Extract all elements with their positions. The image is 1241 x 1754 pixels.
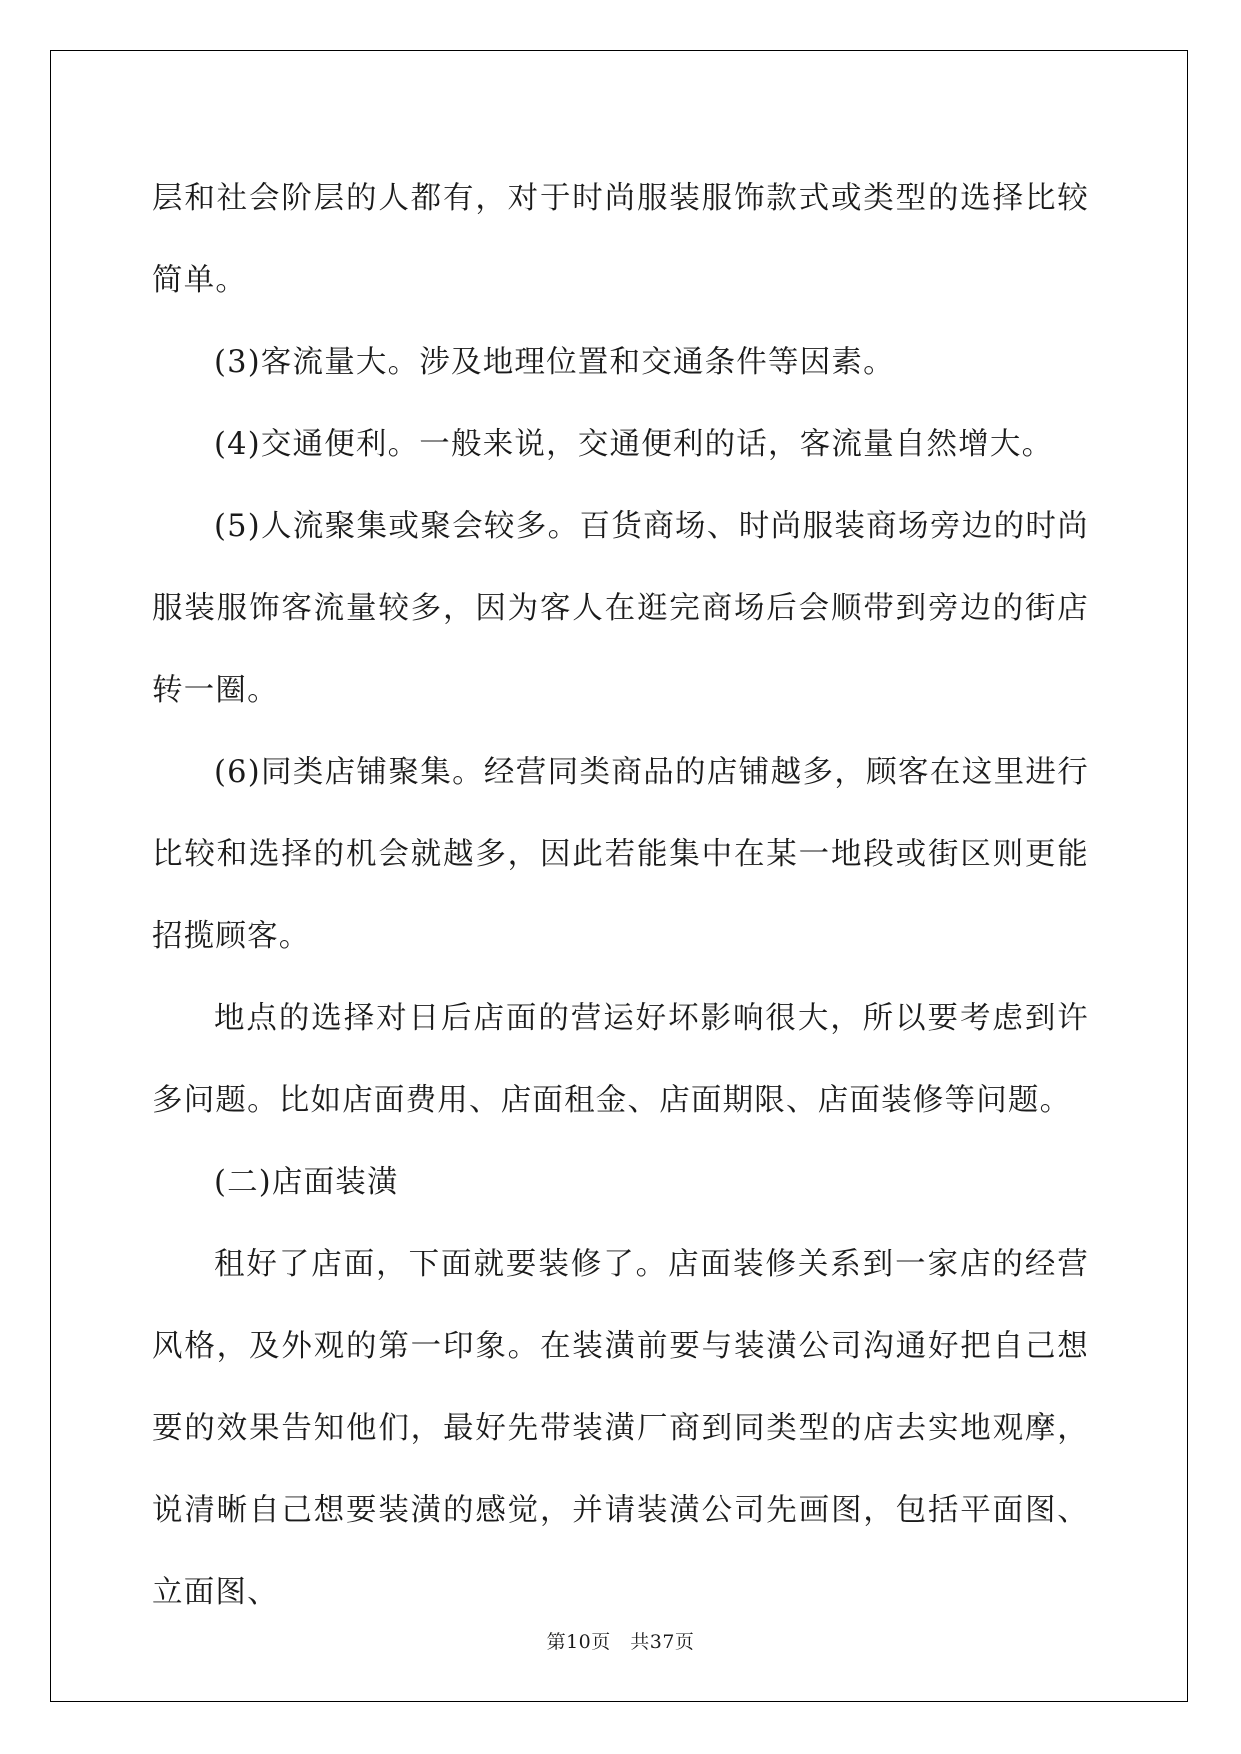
paragraph-2: (3)客流量大。涉及地理位置和交通条件等因素。 bbox=[214, 345, 895, 380]
paragraph-7: 租好了店面，下面就要装修了。店面装修关系到一家店的经营风格，及外观的第一印象。在装潢前要与装潢公司沟通好把自己想要的效果告知他们，最好先带装潢厂商到同类型的店去实地观摩，说清晰自己想要装潢的感觉，并请装潢公司先画图，包括平面图、立面图、 bbox=[152, 1247, 1089, 1610]
section-heading: (二)店面装潢 bbox=[214, 1165, 399, 1200]
paragraph-3: (4)交通便利。一般来说，交通便利的话，客流量自然增大。 bbox=[214, 427, 1054, 462]
paragraph-1: 层和社会阶层的人都有，对于时尚服装服饰款式或类型的选择比较简单。 bbox=[152, 181, 1089, 298]
document-body bbox=[152, 158, 1089, 1634]
page-number: 第10页 共37页 bbox=[546, 1631, 695, 1653]
paragraph-5: (6)同类店铺聚集。经营同类商品的店铺越多，顾客在这里进行比较和选择的机会就越多，因此若能集中在某一地段或街区则更能招揽顾客。 bbox=[152, 755, 1089, 954]
paragraph-6: 地点的选择对日后店面的营运好坏影响很大，所以要考虑到许多问题。比如店面费用、店面租金、店面期限、店面装修等问题。 bbox=[152, 1001, 1089, 1118]
paragraph-4: (5)人流聚集或聚会较多。百货商场、时尚服装商场旁边的时尚服装服饰客流量较多，因为客人在逛完商场后会顺带到旁边的街店转一圈。 bbox=[152, 509, 1089, 708]
